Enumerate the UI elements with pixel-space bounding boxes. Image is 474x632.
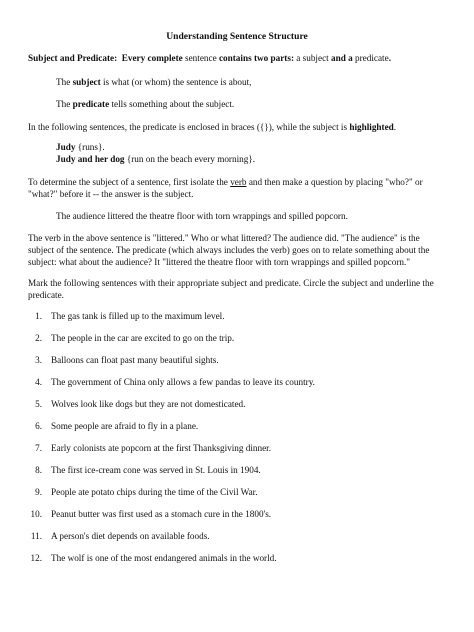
def-subject-pre: The: [56, 77, 73, 87]
sp-period: .: [388, 53, 391, 63]
exercise-item: [28, 464, 261, 476]
exercise-item: [28, 310, 225, 322]
subject-definition: [56, 76, 251, 88]
exercise-text: Balloons can float past many beautiful sights.: [51, 355, 219, 365]
exercise-text: A person's diet depends on available foods.: [51, 531, 210, 541]
def-subject-term: subject: [72, 77, 101, 87]
exercise-text: Peanut butter was first used as a stomach cure in the 1800's.: [51, 509, 272, 519]
exercise-item: [28, 442, 271, 454]
example-1-predicate: {runs}.: [75, 142, 105, 152]
exercise-number: 6.: [35, 421, 42, 431]
predicate-definition: [56, 98, 234, 110]
determine-para-line-2: "what?" before it -- the answer is the subject.: [28, 189, 194, 199]
exercise-text: The gas tank is filled up to the maximum level.: [51, 311, 225, 321]
exercise-number: 10.: [30, 509, 42, 519]
exercise-item: [28, 486, 258, 498]
exercise-item: [28, 376, 315, 388]
exercise-text: Wolves look like dogs but they are not domesticated.: [51, 399, 246, 409]
exercise-number: 11.: [30, 531, 42, 541]
example-1: [56, 141, 105, 153]
exercise-text: The wolf is one of the most endangered animals in the world.: [51, 553, 277, 563]
braces-intro: [28, 121, 396, 133]
exercise-item: [28, 420, 198, 432]
exercise-item: [28, 508, 271, 520]
exercise-item: [28, 354, 219, 366]
page-title: Understanding Sentence Structure: [166, 31, 308, 42]
determine-post: and then make a question by placing "who?" or: [246, 177, 423, 187]
example-2-predicate: {run on the beach every morning}.: [124, 154, 256, 164]
exercise-number: 3.: [35, 355, 42, 365]
verb-para-line-1: The verb in the above sentence is "littered." Who or what littered? The audience did. "The audience" is the: [28, 233, 420, 243]
exercise-number: 12.: [30, 553, 42, 563]
exercise-number: 5.: [35, 399, 42, 409]
def-predicate-pre: The: [56, 99, 73, 109]
exercise-number: 7.: [35, 443, 42, 453]
braces-intro-post: .: [393, 122, 397, 132]
exercise-number: 4.: [35, 377, 42, 387]
exercise-text: The government of China only allows a few pandas to leave its country.: [51, 377, 315, 387]
sp-sentence: sentence: [182, 53, 219, 63]
braces-intro-highlight: highlighted: [349, 122, 394, 132]
exercise-number: 1.: [35, 311, 42, 321]
example-2-subject: Judy and her dog: [56, 154, 125, 164]
sp-lead: Subject and Predicate:: [28, 53, 118, 63]
exercise-item: [28, 552, 277, 564]
exercise-text: Some people are afraid to fly in a plane.: [51, 421, 199, 431]
determine-para-line-1: [28, 176, 423, 188]
verb-para-line-2: subject of the sentence. The predicate (which always includes the verb) goes on to relate something about the: [28, 245, 430, 255]
exercise-text: The people in the car are excited to go on the trip.: [51, 333, 235, 343]
verb-underlined: verb: [230, 177, 247, 187]
verb-para-line-3: subject: what about the audience? It "littered the theatre floor with torn wrappings and spilled popcorn.": [28, 257, 411, 267]
exercise-text: People ate potato chips during the time of the Civil War.: [51, 487, 258, 497]
sp-subject: subject: [302, 53, 329, 63]
subject-predicate-line: [28, 52, 391, 64]
def-subject-post: is what (or whom) the sentence is about,: [100, 77, 252, 87]
exercise-number: 8.: [35, 465, 42, 475]
exercise-item: [28, 530, 210, 542]
sp-contains: contains two parts:: [218, 53, 294, 63]
def-predicate-post: tells something about the subject.: [109, 99, 235, 109]
sp-predicate: predicate: [355, 53, 389, 63]
exercise-number: 2.: [35, 333, 42, 343]
example-sentence: The audience littered the theatre floor with torn wrappings and spilled popcorn.: [56, 211, 348, 221]
exercise-text: Early colonists ate popcorn at the first Thanksgiving dinner.: [51, 443, 272, 453]
instructions-line-1: Mark the following sentences with their appropriate subject and predicate. Circle the subject and underline the: [28, 278, 434, 288]
exercise-item: [28, 332, 234, 344]
exercise-item: [28, 398, 245, 410]
instructions-line-2: predicate.: [28, 290, 64, 300]
example-1-subject: Judy: [56, 142, 76, 152]
sp-a: a: [294, 53, 303, 63]
braces-intro-pre: In the following sentences, the predicate is enclosed in braces ({}), while the subject is: [28, 122, 350, 132]
example-2: [56, 153, 255, 165]
sp-every-complete: Every complete: [121, 53, 183, 63]
exercise-number: 9.: [35, 487, 42, 497]
sp-and-a: and a: [328, 53, 356, 63]
def-predicate-term: predicate: [72, 99, 110, 109]
exercise-text: The first ice-cream cone was served in St. Louis in 1904.: [51, 465, 261, 475]
determine-pre: To determine the subject of a sentence, first isolate the: [28, 177, 231, 187]
